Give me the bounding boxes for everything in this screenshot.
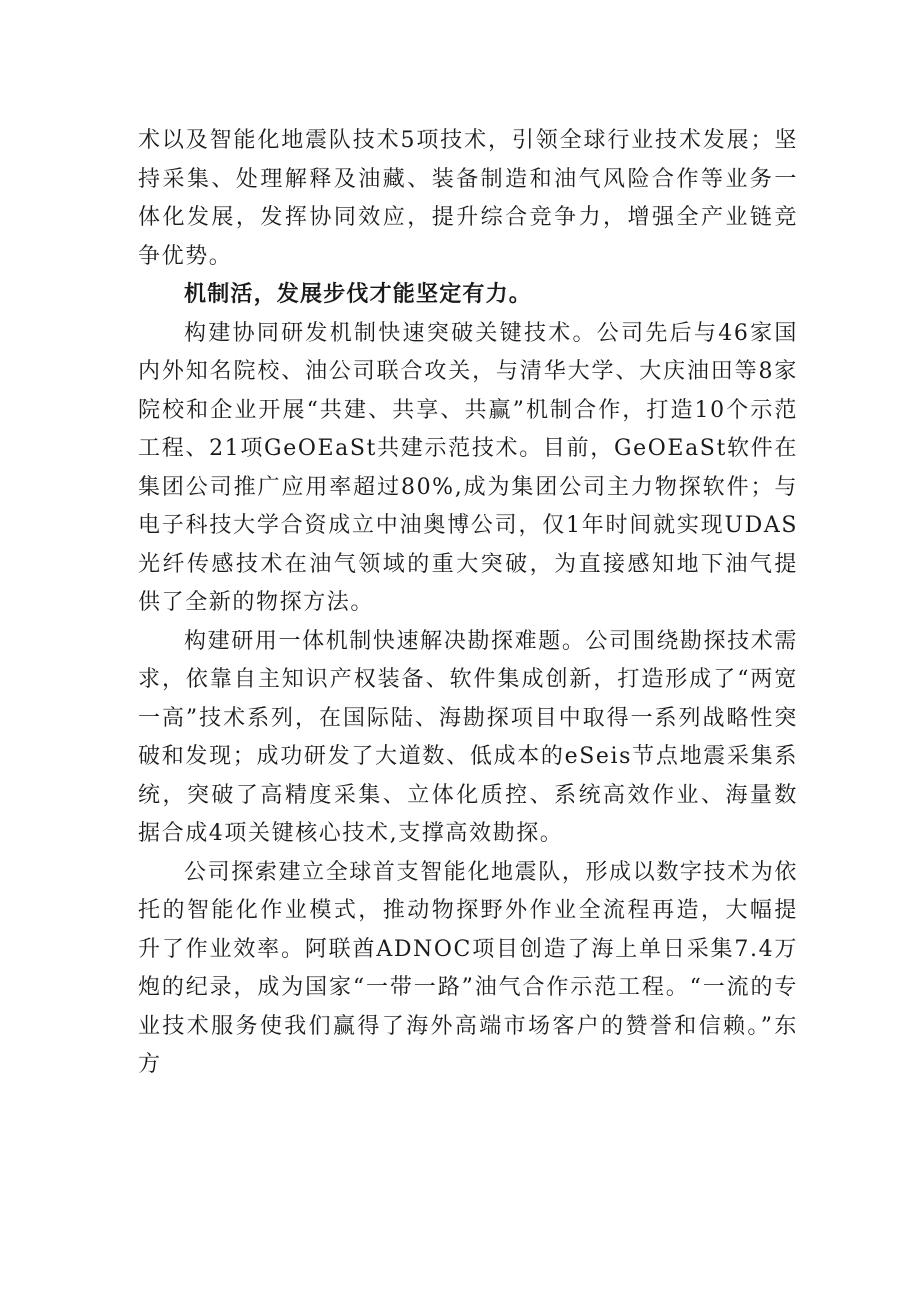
- paragraph-intelligent-crew: 公司探索建立全球首支智能化地震队，形成以数字技术为依托的智能化作业模式，推动物探野外作业全流程再造，大幅提升了作业效率。阿联酋ADNOC项目创造了海上单日采集7.4万炮的纪录，成为国家“一带一路”油气合作示范工程。“一流的专业技术服务使我们赢得了海外高端市场客户的赞誉和信赖。”东方: [138, 859, 798, 1077]
- section-heading: 机制活，发展步伐才能坚定有力。: [184, 282, 533, 307]
- paragraph-research-application: 构建研用一体机制快速解决勘探难题。公司围绕勘探技术需求，依靠自主知识产权装备、软件集成创新，打造形成了“两宽一高”技术系列，在国际陆、海勘探项目中取得一系列战略性突破和发现；成功研发了大道数、低成本的eSeis节点地震采集系统，突破了高精度采集、立体化质控、系统高效作业、海量数据合成4项关键核心技术,支撑高效勘探。: [138, 628, 798, 846]
- document-body: [138, 122, 798, 1085]
- paragraph-collaborative-rd: 构建协同研发机制快速突破关键技术。公司先后与46家国内外知名院校、油公司联合攻关，与清华大学、大庆油田等8家院校和企业开展“共建、共享、共赢”机制合作，打造10个示范工程、21项GeOEaSt共建示范技术。目前，GeOEaSt软件在集团公司推广应用率超过80%,成为集团公司主力物探软件；与电子科技大学合资成立中油奥博公司，仅1年时间就实现UDAS光纤传感技术在油气领域的重大突破，为直接感知地下油气提供了全新的物探方法。: [138, 320, 798, 615]
- paragraph-continued: 术以及智能化地震队技术5项技术，引领全球行业技术发展；坚持采集、处理解释及油藏、装备制造和油气风险合作等业务一体化发展，发挥协同效应，提升综合竞争力，增强全产业链竞争优势。: [138, 128, 798, 269]
